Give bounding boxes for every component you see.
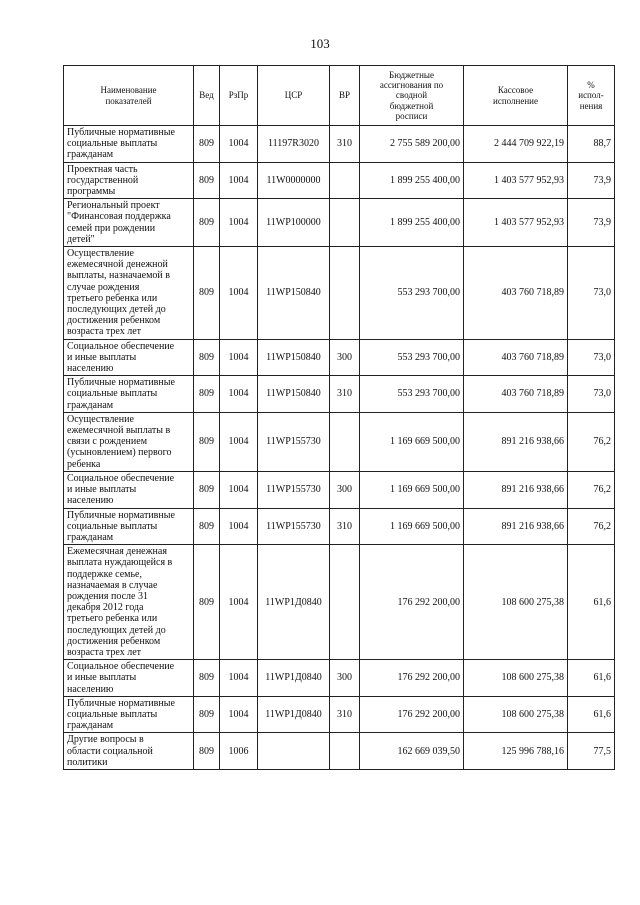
cell-budget: 176 292 200,00: [360, 545, 464, 660]
text-line: Публичные нормативные: [67, 697, 175, 709]
cell-percent: 88,7: [568, 126, 615, 163]
table-row: [64, 162, 615, 199]
cell-percent: 73,0: [568, 247, 615, 340]
cell-ved: 809: [194, 696, 220, 733]
cell-percent: 73,0: [568, 339, 615, 376]
cell-budget: 1 899 255 400,00: [360, 162, 464, 199]
text-line: возраста трех лет: [67, 326, 142, 338]
cell-vr: [330, 199, 360, 247]
cell-vr: [330, 733, 360, 770]
text-line: гражданам: [67, 399, 114, 411]
text-line: последующих детей до: [67, 624, 166, 636]
text-line: связи с рождением: [67, 436, 148, 448]
cell-ved: 809: [194, 247, 220, 340]
text-line: Социальное обеспечение: [67, 340, 175, 352]
cell-name: [64, 696, 194, 733]
text-line: достижения ребенком: [67, 315, 161, 327]
text-line: программы: [67, 186, 116, 198]
cell-csr: 11WP155730: [258, 471, 330, 508]
cell-csr: 11197R3020: [258, 126, 330, 163]
cell-cash: 108 600 275,38: [464, 660, 568, 697]
cell-vr: 310: [330, 696, 360, 733]
cell-csr: 11WP1Д0840: [258, 545, 330, 660]
cell-percent: 73,9: [568, 162, 615, 199]
cell-name: [64, 508, 194, 545]
text-line: населению: [67, 495, 114, 507]
cell-rzpr: 1004: [220, 126, 258, 163]
cell-ved: 809: [194, 376, 220, 413]
table-row: [64, 339, 615, 376]
text-line: социальные выплаты: [67, 388, 158, 400]
text-line: и иные выплаты: [67, 351, 137, 363]
cell-ved: 809: [194, 162, 220, 199]
cell-percent: 61,6: [568, 660, 615, 697]
header-vr: ВР: [330, 66, 360, 126]
text-line: достижения ребенком: [67, 635, 161, 647]
cell-name: [64, 545, 194, 660]
cell-cash: 891 216 938,66: [464, 508, 568, 545]
cell-percent: 76,2: [568, 412, 615, 471]
cell-vr: 310: [330, 376, 360, 413]
cell-budget: 553 293 700,00: [360, 339, 464, 376]
cell-cash: 403 760 718,89: [464, 247, 568, 340]
cell-rzpr: 1004: [220, 376, 258, 413]
text-line: "Финансовая поддержка: [67, 211, 171, 223]
text-line: (усыновлением) первого: [67, 447, 172, 459]
text-line: сводной: [395, 90, 428, 101]
cell-budget: 1 169 669 500,00: [360, 508, 464, 545]
table-header-row: [64, 66, 615, 126]
text-line: нения: [579, 100, 603, 111]
cell-csr: 11WP1Д0840: [258, 660, 330, 697]
cell-vr: [330, 162, 360, 199]
text-line: ежемесячной выплаты в: [67, 425, 171, 437]
header-ved: Вед: [194, 66, 220, 126]
cell-ved: 809: [194, 733, 220, 770]
cell-rzpr: 1004: [220, 247, 258, 340]
cell-percent: 76,2: [568, 471, 615, 508]
cell-name: [64, 733, 194, 770]
cell-name: [64, 247, 194, 340]
text-line: и иные выплаты: [67, 484, 137, 496]
table-row: [64, 247, 615, 340]
cell-name: [64, 471, 194, 508]
text-line: политики: [67, 756, 108, 768]
cell-vr: 310: [330, 508, 360, 545]
cell-budget: 1 169 669 500,00: [360, 412, 464, 471]
cell-csr: 11WP150840: [258, 247, 330, 340]
table-row: [64, 696, 615, 733]
cell-vr: [330, 247, 360, 340]
cell-rzpr: 1004: [220, 471, 258, 508]
text-line: поддержке семье,: [67, 568, 142, 580]
cell-name: [64, 126, 194, 163]
cell-ved: 809: [194, 471, 220, 508]
text-line: семей при рождении: [67, 222, 156, 234]
text-line: населению: [67, 683, 114, 695]
cell-rzpr: 1004: [220, 412, 258, 471]
header-cash: [464, 66, 568, 126]
text-line: социальные выплаты: [67, 520, 158, 532]
cell-percent: 61,6: [568, 545, 615, 660]
cell-cash: 891 216 938,66: [464, 412, 568, 471]
text-line: детей": [67, 233, 95, 245]
cell-rzpr: 1006: [220, 733, 258, 770]
cell-budget: 1 899 255 400,00: [360, 199, 464, 247]
cell-ved: 809: [194, 126, 220, 163]
cell-name: [64, 199, 194, 247]
cell-rzpr: 1004: [220, 162, 258, 199]
cell-rzpr: 1004: [220, 508, 258, 545]
cell-csr: 11WP150840: [258, 339, 330, 376]
cell-csr: 11WP1Д0840: [258, 696, 330, 733]
cell-budget: 553 293 700,00: [360, 376, 464, 413]
cell-cash: 891 216 938,66: [464, 471, 568, 508]
table-row: [64, 126, 615, 163]
table-row: [64, 471, 615, 508]
cell-ved: 809: [194, 545, 220, 660]
text-line: Другие вопросы в: [67, 734, 144, 746]
cell-percent: 73,9: [568, 199, 615, 247]
text-line: государственной: [67, 174, 139, 186]
table-row: [64, 508, 615, 545]
text-line: гражданам: [67, 531, 114, 543]
cell-rzpr: 1004: [220, 696, 258, 733]
text-line: выплаты, назначаемой в: [67, 270, 170, 282]
text-line: исполнение: [493, 95, 538, 106]
text-line: Наименование: [100, 85, 157, 96]
cell-budget: 162 669 039,50: [360, 733, 464, 770]
text-line: области социальной: [67, 745, 153, 757]
text-line: Осуществление: [67, 248, 134, 260]
cell-vr: [330, 412, 360, 471]
cell-cash: 403 760 718,89: [464, 339, 568, 376]
cell-cash: 108 600 275,38: [464, 696, 568, 733]
cell-budget: 1 169 669 500,00: [360, 471, 464, 508]
header-budget: [360, 66, 464, 126]
text-line: третьего ребенка или: [67, 292, 158, 304]
cell-percent: 76,2: [568, 508, 615, 545]
table-row: [64, 199, 615, 247]
cell-budget: 553 293 700,00: [360, 247, 464, 340]
cell-vr: 310: [330, 126, 360, 163]
text-line: Бюджетные: [389, 69, 434, 80]
text-line: гражданам: [67, 149, 114, 161]
text-line: Публичные нормативные: [67, 509, 175, 521]
text-line: ежемесячной денежной: [67, 259, 168, 271]
text-line: и иные выплаты: [67, 672, 137, 684]
table-row: [64, 545, 615, 660]
cell-csr: 11W0000000: [258, 162, 330, 199]
header-percent: [568, 66, 615, 126]
text-line: назначаемая в случае: [67, 579, 158, 591]
text-line: возраста трех лет: [67, 646, 142, 658]
text-line: социальные выплаты: [67, 708, 158, 720]
cell-csr: 11WP150840: [258, 376, 330, 413]
text-line: Осуществление: [67, 413, 134, 425]
budget-execution-table: [63, 65, 615, 770]
cell-name: [64, 162, 194, 199]
text-line: %: [587, 80, 595, 91]
cell-vr: [330, 545, 360, 660]
text-line: росписи: [395, 110, 428, 121]
text-line: декабря 2012 года: [67, 602, 144, 614]
table-row: [64, 376, 615, 413]
cell-csr: 11WP155730: [258, 412, 330, 471]
cell-rzpr: 1004: [220, 339, 258, 376]
cell-cash: 125 996 788,16: [464, 733, 568, 770]
cell-ved: 809: [194, 412, 220, 471]
header-rzpr: РзПр: [220, 66, 258, 126]
text-line: Кассовое: [497, 85, 534, 96]
text-line: Ежемесячная денежная: [67, 546, 167, 558]
text-line: Публичные нормативные: [67, 127, 175, 138]
text-line: гражданам: [67, 720, 114, 732]
text-line: испол-: [578, 90, 604, 101]
text-line: случае рождения: [67, 281, 140, 293]
cell-rzpr: 1004: [220, 660, 258, 697]
text-line: ассигнования по: [379, 80, 444, 91]
cell-ved: 809: [194, 508, 220, 545]
cell-rzpr: 1004: [220, 199, 258, 247]
table-row: [64, 733, 615, 770]
cell-percent: 61,6: [568, 696, 615, 733]
cell-budget: 176 292 200,00: [360, 660, 464, 697]
cell-ved: 809: [194, 339, 220, 376]
text-line: бюджетной: [389, 100, 434, 111]
cell-cash: 1 403 577 952,93: [464, 162, 568, 199]
cell-cash: 1 403 577 952,93: [464, 199, 568, 247]
text-line: населению: [67, 363, 114, 375]
cell-cash: 108 600 275,38: [464, 545, 568, 660]
text-line: третьего ребенка или: [67, 613, 158, 625]
text-line: Проектная часть: [67, 163, 138, 175]
header-name: [64, 66, 194, 126]
cell-csr: 11WP155730: [258, 508, 330, 545]
text-line: показателей: [105, 95, 152, 106]
text-line: Социальное обеспечение: [67, 472, 175, 484]
cell-name: [64, 412, 194, 471]
cell-csr: 11WP100000: [258, 199, 330, 247]
cell-vr: 300: [330, 339, 360, 376]
cell-name: [64, 660, 194, 697]
text-line: ребенка: [67, 458, 101, 470]
cell-rzpr: 1004: [220, 545, 258, 660]
text-line: Региональный проект: [67, 200, 160, 212]
cell-name: [64, 376, 194, 413]
cell-budget: 176 292 200,00: [360, 696, 464, 733]
text-line: Публичные нормативные: [67, 377, 175, 389]
cell-ved: 809: [194, 199, 220, 247]
cell-vr: 300: [330, 471, 360, 508]
cell-name: [64, 339, 194, 376]
cell-csr: [258, 733, 330, 770]
text-line: рождения после 31: [67, 590, 148, 602]
text-line: Социальное обеспечение: [67, 661, 175, 673]
table-row: [64, 412, 615, 471]
text-line: социальные выплаты: [67, 138, 158, 150]
cell-budget: 2 755 589 200,00: [360, 126, 464, 163]
cell-percent: 73,0: [568, 376, 615, 413]
cell-vr: 300: [330, 660, 360, 697]
cell-cash: 403 760 718,89: [464, 376, 568, 413]
text-line: последующих детей до: [67, 304, 166, 316]
header-csr: ЦСР: [258, 66, 330, 126]
table-row: [64, 660, 615, 697]
text-line: выплата нуждающейся в: [67, 557, 173, 569]
cell-ved: 809: [194, 660, 220, 697]
page-number: 103: [310, 36, 330, 51]
cell-cash: 2 444 709 922,19: [464, 126, 568, 163]
cell-percent: 77,5: [568, 733, 615, 770]
